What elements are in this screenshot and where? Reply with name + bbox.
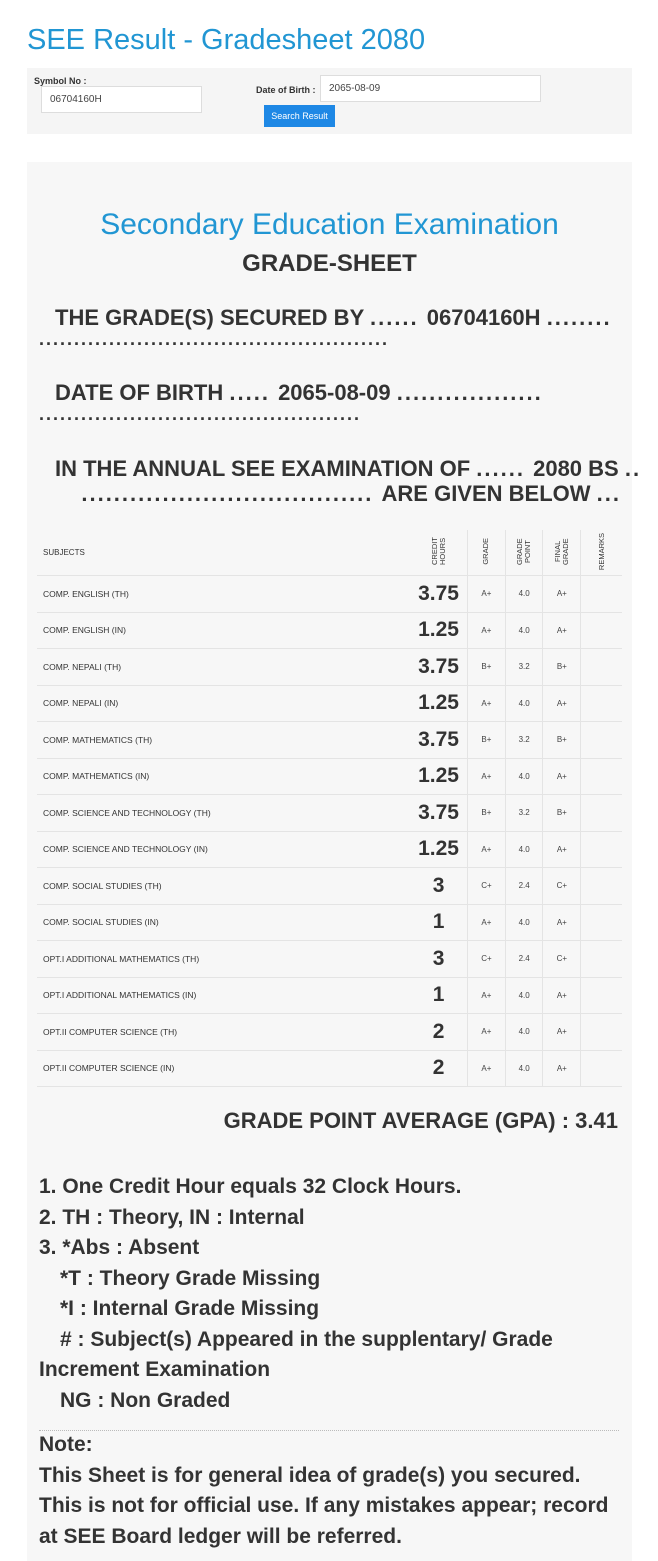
credit-hours-cell: 1.25 <box>410 831 468 868</box>
grade-point-cell: 4.0 <box>505 1014 543 1051</box>
header-grade-point: GRADE POINT <box>505 530 543 576</box>
exam-title: Secondary Education Examination <box>100 208 559 241</box>
table-row <box>37 941 622 978</box>
subject-cell: COMP. MATHEMATICS (TH) <box>37 722 410 759</box>
symbol-label: Symbol No : <box>34 76 87 86</box>
credit-hours-cell: 3.75 <box>410 795 468 832</box>
gradesheet-heading: GRADE-SHEET <box>242 250 417 277</box>
final-grade-cell: A+ <box>543 612 581 649</box>
table-row <box>37 576 622 613</box>
table-header-row <box>37 530 622 576</box>
exam-year: 2080 BS <box>533 456 619 481</box>
header-remarks: REMARKS <box>581 530 622 576</box>
remarks-cell <box>581 831 622 868</box>
table-row <box>37 795 622 832</box>
table-row <box>37 758 622 795</box>
subject-cell: COMP. NEPALI (TH) <box>37 649 410 686</box>
subject-cell: COMP. SCIENCE AND TECHNOLOGY (IN) <box>37 831 410 868</box>
table-row <box>37 977 622 1014</box>
table-row <box>37 649 622 686</box>
dob-info-value: 2065-08-09 <box>278 380 391 405</box>
gpa-summary: GRADE POINT AVERAGE (GPA) : 3.41 <box>223 1108 618 1133</box>
table-row <box>37 1014 622 1051</box>
grade-point-cell: 4.0 <box>505 977 543 1014</box>
final-grade-cell: A+ <box>543 685 581 722</box>
grade-cell: A+ <box>468 758 506 795</box>
header-credit-hours: CREDIT HOURS <box>410 530 468 576</box>
subject-cell: OPT.II COMPUTER SCIENCE (TH) <box>37 1014 410 1051</box>
table-row <box>37 612 622 649</box>
grade-cell: C+ <box>468 941 506 978</box>
subject-cell: COMP. NEPALI (IN) <box>37 685 410 722</box>
remarks-cell <box>581 904 622 941</box>
secured-by-symbol: 06704160H <box>426 305 541 330</box>
grade-point-cell: 4.0 <box>505 576 543 613</box>
table-row <box>37 831 622 868</box>
credit-hours-cell: 3 <box>410 868 468 905</box>
credit-hours-cell: 2 <box>410 1014 468 1051</box>
note-item: *I : Internal Grade Missing <box>60 1297 320 1320</box>
credit-hours-cell: 1 <box>410 904 468 941</box>
remarks-cell <box>581 941 622 978</box>
grade-cell: C+ <box>468 868 506 905</box>
search-panel <box>27 68 632 134</box>
note-item: Increment Examination <box>39 1358 271 1381</box>
remarks-cell <box>581 1014 622 1051</box>
remarks-cell <box>581 612 622 649</box>
final-grade-cell: A+ <box>543 904 581 941</box>
table-row <box>37 1050 622 1087</box>
final-grade-cell: A+ <box>543 1014 581 1051</box>
grade-point-cell: 4.0 <box>505 904 543 941</box>
header-subjects: SUBJECTS <box>37 530 410 576</box>
note-item: NG : Non Graded <box>60 1388 231 1412</box>
grade-point-cell: 4.0 <box>505 1050 543 1087</box>
page-title: SEE Result - Gradesheet 2080 <box>27 24 426 56</box>
dob-info: DATE OF BIRTH ..... 2065-08-09 .................. .............................................. <box>39 380 543 424</box>
credit-hours-cell: 1.25 <box>410 758 468 795</box>
final-grade-cell: A+ <box>543 977 581 1014</box>
grade-point-cell: 2.4 <box>505 868 543 905</box>
note-item: *T : Theory Grade Missing <box>60 1266 321 1290</box>
final-grade-cell: B+ <box>543 649 581 686</box>
credit-hours-cell: 3 <box>410 941 468 978</box>
grade-cell: B+ <box>468 722 506 759</box>
grade-cell: A+ <box>468 1050 506 1087</box>
subject-cell: COMP. ENGLISH (TH) <box>37 576 410 613</box>
remarks-cell <box>581 722 622 759</box>
remarks-cell <box>581 977 622 1014</box>
note-text: This Sheet is for general idea of grade(s) you secured. This is not for official use. If any mistakes appear; record at SEE Board ledger will be referred. <box>39 1463 609 1548</box>
gradesheet-card <box>27 162 642 1561</box>
remarks-cell <box>581 758 622 795</box>
dob-input[interactable] <box>320 75 541 102</box>
subject-cell: COMP. MATHEMATICS (IN) <box>37 758 410 795</box>
subject-cell: OPT.II COMPUTER SCIENCE (IN) <box>37 1050 410 1087</box>
note-item: 3. *Abs : Absent <box>39 1236 200 1259</box>
note-item: # : Subject(s) Appeared in the supplentary/ Grade <box>60 1327 553 1351</box>
note-heading: Note: <box>39 1433 93 1456</box>
credit-hours-cell: 3.75 <box>410 576 468 613</box>
grade-point-cell: 3.2 <box>505 795 543 832</box>
subject-cell: COMP. SOCIAL STUDIES (TH) <box>37 868 410 905</box>
remarks-cell <box>581 685 622 722</box>
header-final-grade: FINAL GRADE <box>543 530 581 576</box>
secured-by-info: THE GRADE(S) SECURED BY ...... 06704160H ........ .................................................. <box>39 305 612 349</box>
final-grade-cell: B+ <box>543 722 581 759</box>
disclaimer-note <box>39 1430 624 1552</box>
credit-hours-cell: 3.75 <box>410 722 468 759</box>
table-row <box>37 685 622 722</box>
exam-info: IN THE ANNUAL SEE EXAMINATION OF ...... 2080 BS .. .................................... ARE GIVEN BELOW ... <box>55 456 642 506</box>
search-result-button[interactable]: Search Result <box>264 105 335 127</box>
final-grade-cell: A+ <box>543 758 581 795</box>
dob-info-label: DATE OF BIRTH <box>55 380 224 405</box>
symbol-input[interactable] <box>41 86 202 113</box>
remarks-cell <box>581 1050 622 1087</box>
grade-cell: B+ <box>468 795 506 832</box>
exam-of-label: IN THE ANNUAL SEE EXAMINATION OF <box>55 456 471 481</box>
grade-cell: A+ <box>468 1014 506 1051</box>
header-grade: GRADE <box>468 530 506 576</box>
grade-cell: B+ <box>468 649 506 686</box>
note-item: 2. TH : Theory, IN : Internal <box>39 1205 305 1229</box>
grade-point-cell: 3.2 <box>505 649 543 686</box>
grade-cell: A+ <box>468 685 506 722</box>
subject-cell: COMP. SCIENCE AND TECHNOLOGY (TH) <box>37 795 410 832</box>
grade-point-cell: 2.4 <box>505 941 543 978</box>
grade-cell: A+ <box>468 904 506 941</box>
grade-cell: A+ <box>468 977 506 1014</box>
given-below-label: ARE GIVEN BELOW <box>381 481 591 506</box>
legend-notes <box>39 1172 624 1416</box>
remarks-cell <box>581 576 622 613</box>
remarks-cell <box>581 649 622 686</box>
grade-point-cell: 4.0 <box>505 685 543 722</box>
credit-hours-cell: 2 <box>410 1050 468 1087</box>
final-grade-cell: B+ <box>543 795 581 832</box>
grade-point-cell: 4.0 <box>505 612 543 649</box>
remarks-cell <box>581 795 622 832</box>
final-grade-cell: C+ <box>543 941 581 978</box>
final-grade-cell: A+ <box>543 1050 581 1087</box>
secured-by-label: THE GRADE(S) SECURED BY <box>55 305 364 330</box>
grade-cell: A+ <box>468 831 506 868</box>
subject-cell: COMP. SOCIAL STUDIES (IN) <box>37 904 410 941</box>
credit-hours-cell: 1 <box>410 977 468 1014</box>
subject-cell: OPT.I ADDITIONAL MATHEMATICS (TH) <box>37 941 410 978</box>
credit-hours-cell: 1.25 <box>410 685 468 722</box>
credit-hours-cell: 1.25 <box>410 612 468 649</box>
table-row <box>37 868 622 905</box>
final-grade-cell: A+ <box>543 831 581 868</box>
subject-cell: OPT.I ADDITIONAL MATHEMATICS (IN) <box>37 977 410 1014</box>
grade-cell: A+ <box>468 612 506 649</box>
table-row <box>37 722 622 759</box>
grade-point-cell: 4.0 <box>505 758 543 795</box>
note-item: 1. One Credit Hour equals 32 Clock Hours. <box>39 1175 462 1198</box>
subject-cell: COMP. ENGLISH (IN) <box>37 612 410 649</box>
grades-table <box>37 530 622 1087</box>
final-grade-cell: C+ <box>543 868 581 905</box>
grade-cell: A+ <box>468 576 506 613</box>
grade-point-cell: 3.2 <box>505 722 543 759</box>
final-grade-cell: A+ <box>543 576 581 613</box>
credit-hours-cell: 3.75 <box>410 649 468 686</box>
table-row <box>37 904 622 941</box>
dob-label: Date of Birth : <box>256 85 316 95</box>
remarks-cell <box>581 868 622 905</box>
grade-point-cell: 4.0 <box>505 831 543 868</box>
